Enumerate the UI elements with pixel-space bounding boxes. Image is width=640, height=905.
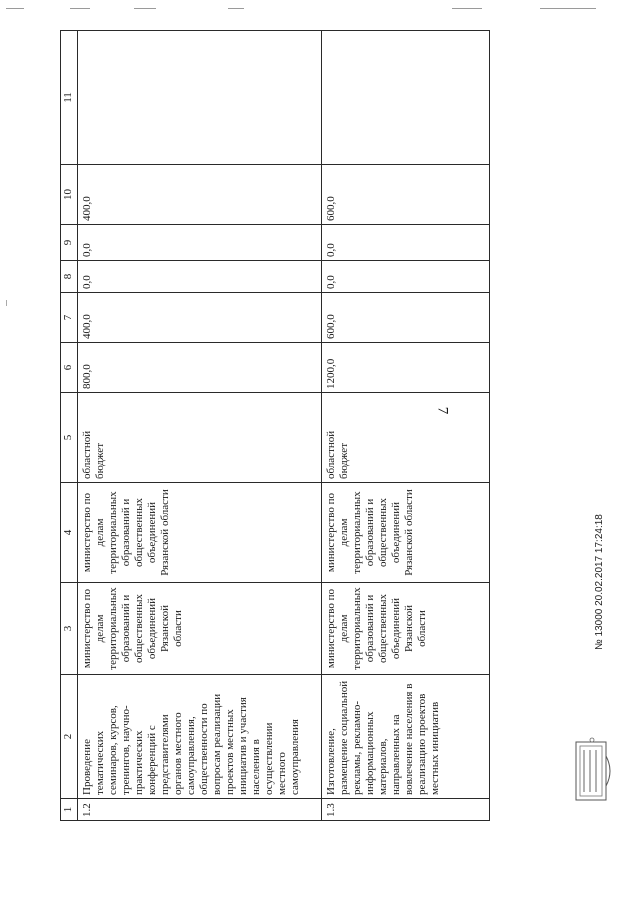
responsible-body: министерство по делам территориальных образований и общественных объединений Рязанской области	[78, 583, 322, 675]
col-header: 11	[61, 31, 78, 165]
rotated-table	[60, 31, 490, 821]
col-header: 8	[61, 261, 78, 293]
col-header: 4	[61, 483, 78, 583]
header-row	[61, 31, 78, 821]
executor-body: министерство по делам территориальных образований и общественных объединений Рязанской области	[78, 483, 322, 583]
amount-year: 0,0	[78, 225, 322, 261]
col-header: 6	[61, 343, 78, 393]
event-description: Проведение тематических семинаров, курсов, тренингов, научно-практических конференций с представителями органов местного самоуправления, общественности по вопросам реализации проектов местных инициатив и участия населения в осуществлении местного самоуправления	[78, 675, 322, 799]
amount-total: 800,0	[78, 343, 322, 393]
row-number: 1.3	[322, 799, 490, 821]
amount-total: 1200,0	[322, 343, 490, 393]
scan-mark	[6, 300, 7, 306]
col-header: 7	[61, 293, 78, 343]
responsible-body: министерство по делам территориальных образований и общественных объединений Рязанской области	[322, 583, 490, 675]
col-header: 2	[61, 675, 78, 799]
col-header: 10	[61, 165, 78, 225]
registration-stamp: № 13000 20.02.2017 17:24:18	[594, 514, 605, 650]
building-seal-icon	[570, 736, 614, 806]
expected-result	[78, 31, 322, 165]
table-row	[78, 31, 322, 821]
col-header: 1	[61, 799, 78, 821]
amount-year: 0,0	[322, 261, 490, 293]
funding-source: областной бюджет	[78, 393, 322, 483]
funding-source: областной бюджет	[322, 393, 490, 483]
row-number: 1.2	[78, 799, 322, 821]
scan-noise	[0, 8, 640, 16]
amount-year: 0,0	[78, 261, 322, 293]
expected-result	[322, 31, 490, 165]
amount-year: 600,0	[322, 165, 490, 225]
amount-year: 400,0	[78, 293, 322, 343]
program-table	[60, 30, 490, 821]
col-header: 5	[61, 393, 78, 483]
amount-year: 400,0	[78, 165, 322, 225]
page-number: 7	[434, 406, 451, 415]
table-row	[322, 31, 490, 821]
event-description: Изготовление, размещение социальной рекламы, рекламно-информационных материалов, направленных на вовлечение населения в реализацию проектов местных инициатив	[322, 675, 490, 799]
col-header: 3	[61, 583, 78, 675]
table-container	[60, 31, 490, 821]
col-header: 9	[61, 225, 78, 261]
executor-body: министерство по делам территориальных образований и общественных объединений Рязанской области	[322, 483, 490, 583]
amount-year: 0,0	[322, 225, 490, 261]
amount-year: 600,0	[322, 293, 490, 343]
